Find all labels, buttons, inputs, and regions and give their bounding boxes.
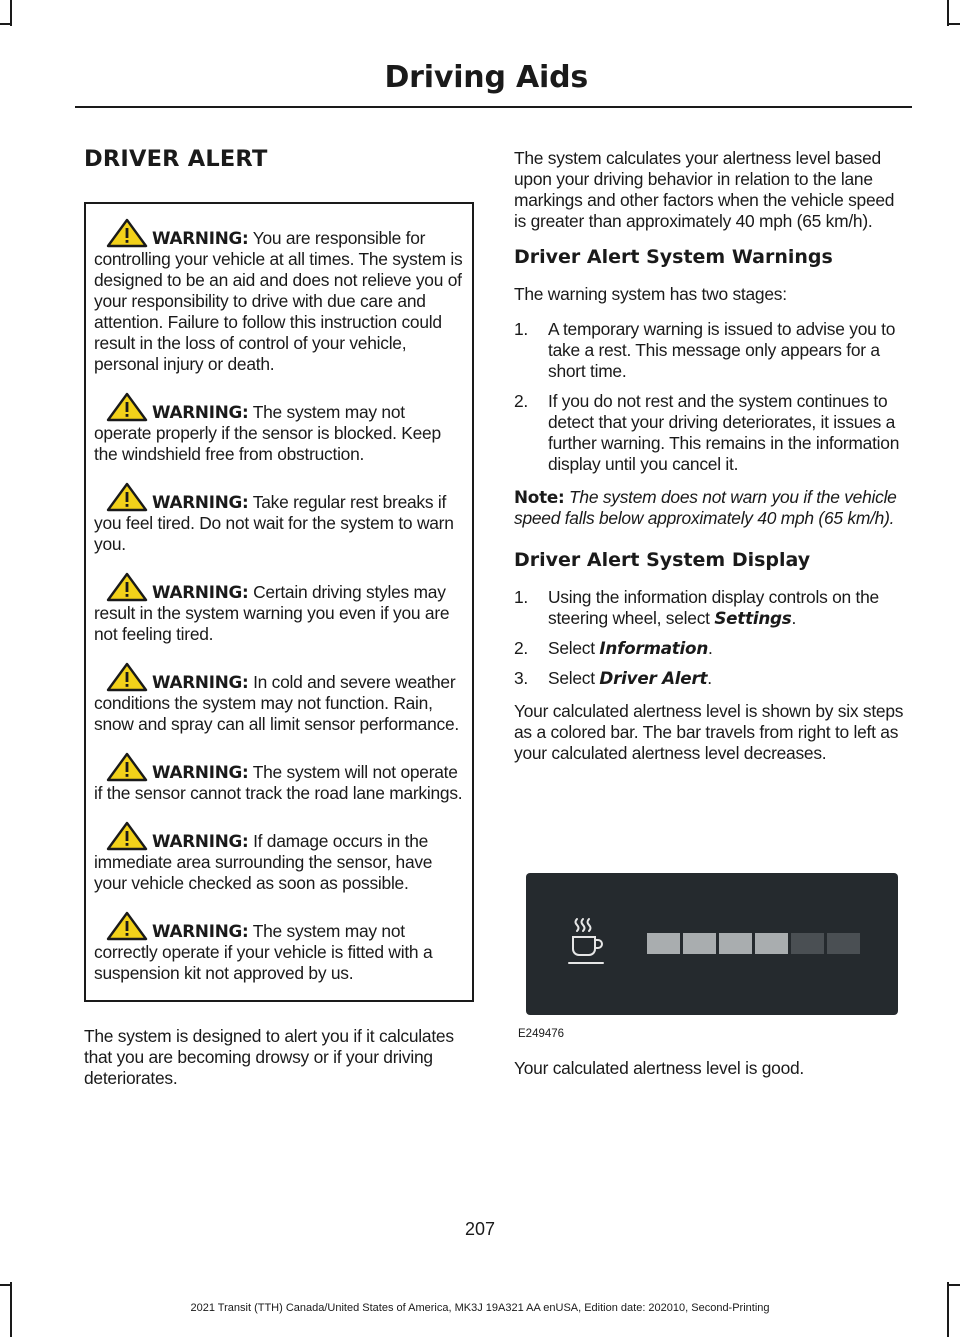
note-paragraph	[514, 487, 908, 529]
warning-triangle-icon	[106, 218, 148, 248]
page-footer: 2021 Transit (TTH) Canada/United States of America, MK3J 19A321 AA enUSA, Edition date: 202010, Second-Printing	[190, 1302, 770, 1314]
alertness-segment	[647, 933, 680, 954]
display-step-item	[514, 668, 908, 689]
section-title: DRIVER ALERT	[84, 146, 268, 172]
left-column	[84, 146, 474, 1103]
step-text: Using the information display controls on the steering wheel, select	[548, 587, 879, 628]
display-steps-list	[514, 587, 908, 689]
menu-option: Information	[599, 638, 709, 658]
warning-text: The system will not operate if the sensor cannot track the road lane markings.	[94, 762, 463, 803]
list-number: 1.	[514, 319, 529, 339]
warning-text: The system may not correctly operate if your vehicle is fitted with a suspension kit not approved by us.	[94, 921, 433, 983]
stage-item	[514, 391, 908, 475]
warning-triangle-icon	[106, 392, 148, 422]
crop-mark	[947, 23, 960, 25]
list-number: 2.	[514, 391, 529, 411]
warning-triangle-icon	[106, 482, 148, 512]
warning-text: If damage occurs in the immediate area surrounding the sensor, have your vehicle checked as soon as possible.	[94, 831, 433, 893]
warning-label: WARNING:	[152, 921, 249, 941]
warning-item	[94, 662, 464, 735]
menu-option: Driver Alert	[599, 668, 708, 688]
warning-triangle-icon	[106, 752, 148, 782]
step-text: Select	[548, 668, 600, 688]
display-heading: Driver Alert System Display	[514, 549, 811, 571]
warning-text: Take regular rest breaks if you feel tired. Do not wait for the system to warn you.	[94, 492, 454, 554]
warning-triangle-icon	[106, 572, 148, 602]
alertness-segment	[683, 933, 716, 954]
right-column	[514, 148, 908, 778]
warning-item	[94, 218, 464, 375]
note-label: Note:	[514, 487, 565, 507]
list-number: 1.	[514, 587, 529, 607]
page-header-title: Driving Aids	[384, 60, 588, 95]
stages-intro: The warning system has two stages:	[514, 284, 787, 304]
step-punct: .	[708, 638, 713, 658]
alertness-segment	[791, 933, 824, 954]
warning-label: WARNING:	[152, 402, 249, 422]
step-text: Select	[548, 638, 600, 658]
page-number: 207	[464, 1219, 496, 1239]
figure-id: E249476	[518, 1028, 565, 1040]
step-punct: .	[707, 668, 712, 688]
warning-triangle-icon	[106, 821, 148, 851]
warning-item	[94, 392, 464, 465]
warning-text: You are responsible for controlling your vehicle at all times. The system is designed to be an aid and does not relieve you of your responsibility to drive with due care and attention. Failure to follow this instruction could result in the loss of control of your vehicle, personal injury or death.	[94, 228, 463, 374]
warning-label: WARNING:	[152, 582, 249, 602]
intro-paragraph: The system is designed to alert you if it calculates that you are becoming drowsy or if your driving deteriorates.	[84, 1026, 454, 1088]
warning-text: In cold and severe weather conditions the system may not function. Rain, snow and spray can all limit sensor performance.	[94, 672, 459, 734]
warning-label: WARNING:	[152, 492, 249, 512]
warnings-heading: Driver Alert System Warnings	[514, 246, 833, 268]
alertness-segment	[719, 933, 752, 954]
crop-mark	[947, 1284, 960, 1286]
crop-mark	[0, 23, 12, 25]
level-paragraph: Your calculated alertness level is shown by six steps as a colored bar. The bar travels from right to left as your calculated alertness level decreases.	[514, 701, 904, 763]
warning-label: WARNING:	[152, 831, 249, 851]
step-punct: .	[791, 608, 797, 628]
note-text: The system does not warn you if the vehicle speed falls below approximately 40 mph (65 km/h).	[514, 487, 897, 528]
menu-option: Settings	[714, 608, 792, 628]
warning-item	[94, 821, 464, 894]
header-divider	[75, 106, 912, 108]
stage-item	[514, 319, 908, 382]
warning-item	[94, 911, 464, 984]
stage-text: If you do not rest and the system continues to detect that your driving deteriorates, it issues a further warning. This remains in the information display until you cancel it.	[548, 391, 900, 474]
alertness-display-figure	[526, 873, 898, 1015]
warning-triangle-icon	[106, 911, 148, 941]
alertness-segment	[827, 933, 860, 954]
warning-item	[94, 752, 464, 804]
warning-triangle-icon	[106, 662, 148, 692]
crop-mark	[0, 1284, 12, 1286]
display-step-item	[514, 587, 908, 629]
figure-caption: Your calculated alertness level is good.	[514, 1058, 805, 1078]
alertness-segment	[755, 933, 788, 954]
list-number: 3.	[514, 668, 529, 688]
warning-item	[94, 482, 464, 555]
warning-box	[84, 202, 474, 1002]
warning-label: WARNING:	[152, 228, 249, 248]
warning-label: WARNING:	[152, 672, 249, 692]
warning-text: Certain driving styles may result in the system warning you even if you are not feeling tired.	[94, 582, 450, 644]
display-step-item	[514, 638, 908, 659]
warning-label: WARNING:	[152, 762, 249, 782]
warning-text: The system may not operate properly if the sensor is blocked. Keep the windshield free from obstruction.	[94, 402, 441, 464]
list-number: 2.	[514, 638, 529, 658]
alertness-bar	[647, 933, 860, 954]
warning-item	[94, 572, 464, 645]
stages-list	[514, 319, 908, 475]
stage-text: A temporary warning is issued to advise you to take a rest. This message only appears for a short time.	[548, 319, 896, 381]
coffee-cup-icon	[568, 917, 610, 967]
calc-paragraph: The system calculates your alertness level based upon your driving behavior in relation to the lane markings and other factors when the vehicle speed is greater than approximately 40 mph (65 km/h).	[514, 148, 895, 231]
